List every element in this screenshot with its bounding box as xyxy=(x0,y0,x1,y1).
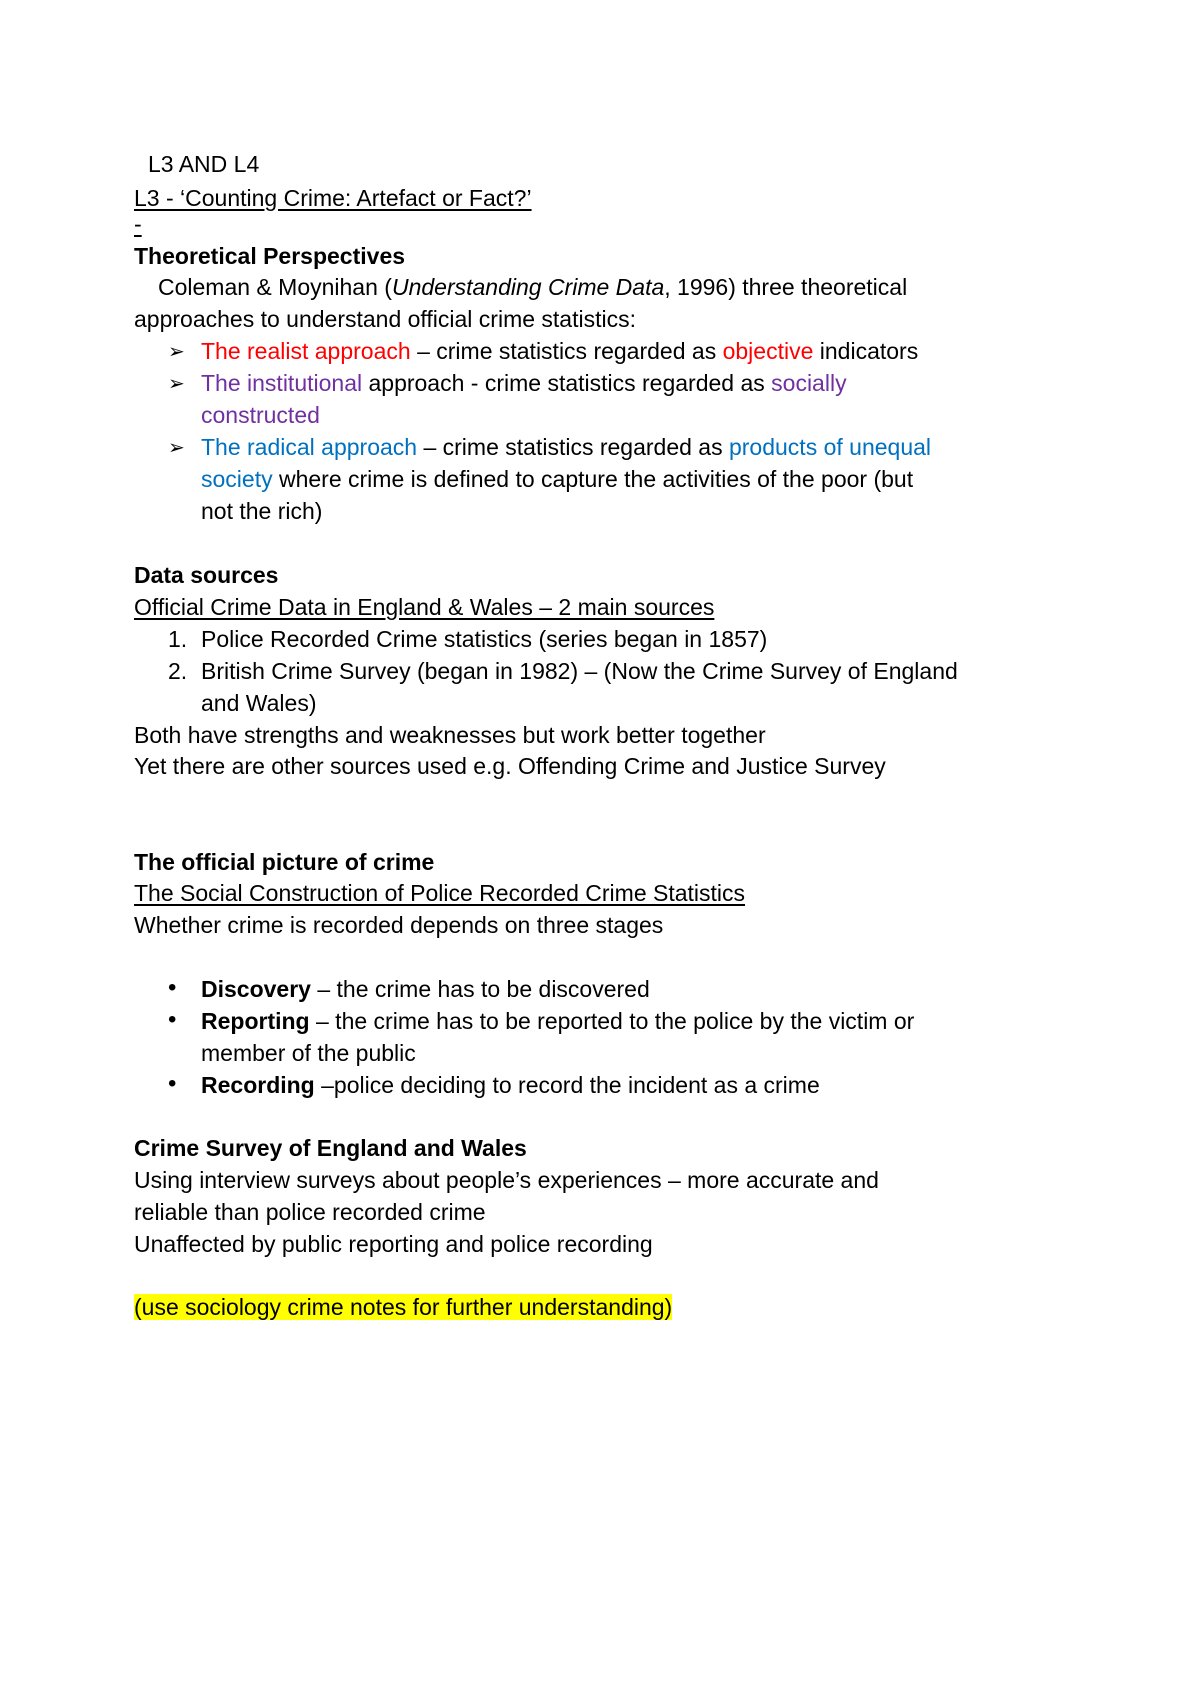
list-number: 2. xyxy=(168,658,188,684)
official-picture-intro: Whether crime is recorded depends on three stages xyxy=(134,912,664,938)
highlighted-footnote xyxy=(134,1291,672,1323)
csew-text: reliable than police recorded crime xyxy=(134,1199,486,1225)
stage-item xyxy=(201,973,650,1005)
radical-approach-line2 xyxy=(201,463,913,495)
stage-text: – the crime has to be reported to the police by the victim or xyxy=(309,1008,915,1034)
radical-keyword-cont: society xyxy=(201,466,273,492)
data-sources-note: Both have strengths and weaknesses but work better together xyxy=(134,722,766,748)
stage-term: Recording xyxy=(201,1072,315,1098)
dot-bullet-icon: • xyxy=(168,1070,177,1097)
data-source-item: Police Recorded Crime statistics (series began in 1857) xyxy=(201,626,768,652)
radical-keyword: products of unequal xyxy=(728,434,932,460)
realist-approach-label: The realist approach xyxy=(201,338,411,364)
stage-term: Reporting xyxy=(201,1008,310,1034)
radical-approach-end: where crime is defined to capture the activities of the poor (but xyxy=(272,466,914,492)
institutional-approach-item xyxy=(201,367,847,399)
institutional-keyword: socially xyxy=(771,370,847,396)
arrow-bullet-icon: ➢ xyxy=(168,437,185,459)
radical-approach-line3: not the rich) xyxy=(201,498,323,524)
official-picture-heading: The official picture of crime xyxy=(134,849,435,875)
stage-text: –police deciding to record the incident as a crime xyxy=(314,1072,820,1098)
list-number: 1. xyxy=(168,626,188,652)
realist-approach-end: indicators xyxy=(813,338,919,364)
radical-approach-label: The radical approach xyxy=(201,434,418,460)
realist-keyword: objective xyxy=(722,338,814,364)
institutional-approach-text: approach - crime statistics regarded as xyxy=(362,370,772,396)
arrow-bullet-icon: ➢ xyxy=(168,373,185,395)
theory-heading: Theoretical Perspectives xyxy=(134,243,406,269)
realist-approach-text: – crime statistics regarded as xyxy=(410,338,723,364)
data-sources-subheading: Official Crime Data in England & Wales – 2 main sources xyxy=(134,594,715,620)
csew-text: Unaffected by public reporting and police recording xyxy=(134,1231,653,1257)
dot-bullet-icon: • xyxy=(168,974,177,1001)
theory-intro-text-end: , 1996) three theoretical xyxy=(664,274,908,300)
radical-approach-text: – crime statistics regarded as xyxy=(417,434,729,460)
stage-text: – the crime has to be discovered xyxy=(310,976,650,1002)
data-source-item-cont: and Wales) xyxy=(201,690,317,716)
data-sources-note: Yet there are other sources used e.g. Offending Crime and Justice Survey xyxy=(134,753,886,779)
theory-intro xyxy=(158,271,907,303)
stage-item-cont: member of the public xyxy=(201,1040,416,1066)
data-sources-heading: Data sources xyxy=(134,562,279,588)
institutional-approach-label: The institutional xyxy=(201,370,363,396)
dot-bullet-icon: • xyxy=(168,1006,177,1033)
theory-intro-line2: approaches to understand official crime statistics: xyxy=(134,306,636,332)
document-title: L3 AND L4 xyxy=(148,151,260,177)
csew-text: Using interview surveys about people’s experiences – more accurate and xyxy=(134,1167,879,1193)
realist-approach-item xyxy=(201,335,918,367)
stage-item xyxy=(201,1069,820,1101)
arrow-bullet-icon: ➢ xyxy=(168,341,185,363)
book-title: Understanding Crime Data xyxy=(391,274,665,300)
radical-approach-item xyxy=(201,431,931,463)
data-source-item: British Crime Survey (began in 1982) – (Now the Crime Survey of England xyxy=(201,658,958,684)
stage-item xyxy=(201,1005,914,1037)
official-picture-subheading: The Social Construction of Police Recorded Crime Statistics xyxy=(134,880,746,906)
footnote-text: (use sociology crime notes for further understanding) xyxy=(134,1294,673,1320)
institutional-keyword-cont: constructed xyxy=(201,402,320,428)
stage-term: Discovery xyxy=(201,976,311,1002)
document-subtitle: L3 - ‘Counting Crime: Artefact or Fact?’ xyxy=(134,185,532,211)
csew-heading: Crime Survey of England and Wales xyxy=(134,1135,527,1161)
theory-intro-text: Coleman & Moynihan ( xyxy=(158,274,392,300)
subtitle-dash: - xyxy=(134,211,142,237)
